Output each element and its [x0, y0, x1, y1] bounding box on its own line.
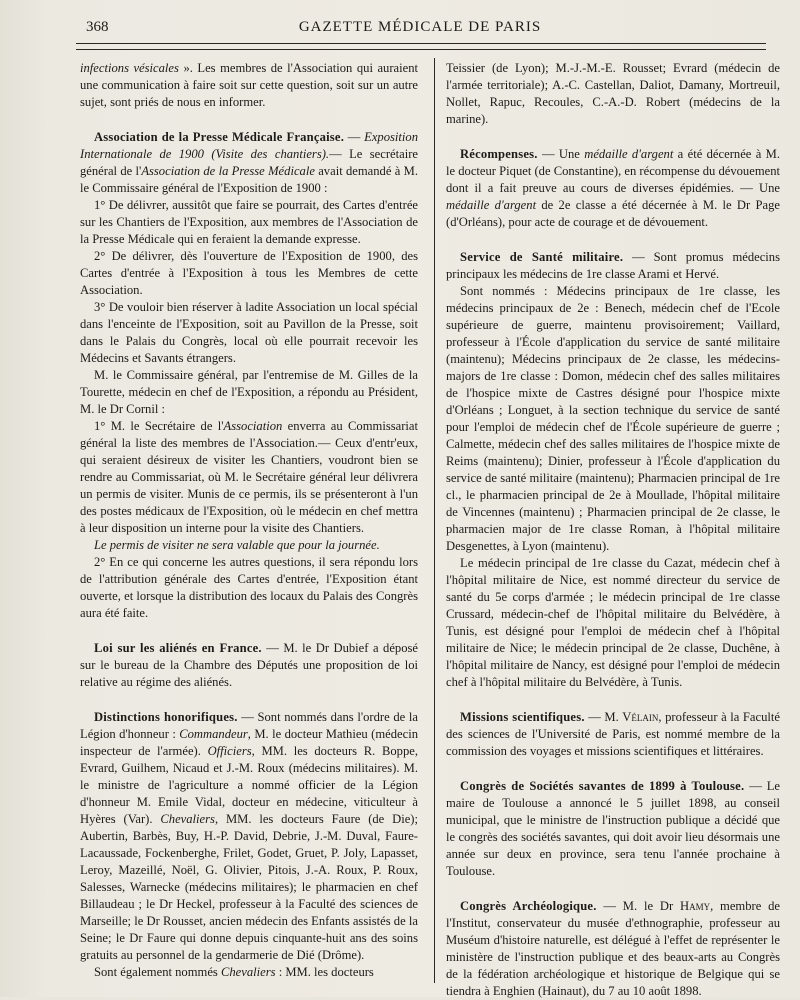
- sante-paragraph-3: Le médecin principal de 1re classe du Cazat, médecin chef à l'hôpital militaire de Nice, est nommé directeur du service de santé du 5e corps d'armée ; le médecin principal de 1re classe Crussard, médecin-chef de l'hôpital militaire du Belvédère, à Tunis, est désigné pour l'emploi de médecin chef à l'hôpital militaire de Nice; le médecin principal de 2e classe, Duchêne, à l'hôpital militaire de Nancy, est désigné pour l'emploi de médecin chef à l'hôpital militaire du Belvédère, à Tunis.: [446, 556, 780, 689]
- recompenses-heading: Récompenses.: [460, 147, 538, 161]
- missions-name: Vélain: [622, 710, 659, 724]
- distinctions-p2b: Chevaliers: [220, 965, 276, 979]
- presse-p6c: enverra au Commissariat général la liste des membres de l'Association.— Ceux d'entr'eux, qui seraient désireux de visiter les Chantiers, voudront bien se rendre au Commissariat, où M. le Secrétaire général leur délivrera un permis de visiter. Munis de ce permis, ils se présenteront à l'un des postes médicaux de l'Exposition, où le médecin en chef mettra à leur disposition un interne pour la visite des Chantiers.: [80, 419, 418, 535]
- recompenses-section: [446, 146, 780, 231]
- archeo-paragraph: [446, 898, 780, 1000]
- presse-dash: —: [344, 130, 365, 144]
- archeo-name: Hamy: [679, 899, 711, 913]
- congres-heading: Congrès de Sociétés savantes de 1899 à Toulouse.: [460, 779, 745, 793]
- intro-italic: infections vésicales: [80, 61, 179, 75]
- recompenses-i1: médaille d'argent: [584, 147, 674, 161]
- recompenses-i2: médaille d'argent: [446, 198, 537, 212]
- presse-p7: Le permis de visiter ne sera valable que pour la journée.: [94, 538, 380, 552]
- presse-section: [80, 129, 418, 622]
- presse-p6a: 1° M. le Secrétaire de l': [94, 419, 224, 433]
- right-column: [446, 60, 780, 1000]
- congres-section: [446, 778, 780, 880]
- presse-p1b: Association de la Presse Médicale: [141, 164, 315, 178]
- missions-section: [446, 709, 780, 760]
- presse-answer-1: [80, 418, 418, 537]
- sante-t1: — Sont promus médecins principaux les médecins de 1re classe Arami et Hervé.: [446, 250, 781, 281]
- presse-p1c: avait demandé à M. le Commissaire général de l'Exposition de 1900 :: [80, 164, 418, 195]
- alienes-heading: Loi sur les aliénés en France.: [94, 641, 262, 655]
- distinctions-i2: Officiers: [207, 744, 252, 758]
- archeo-t2: , membre de l'Institut, conservateur du musée d'ethnographie, professeur au Muséum d'histoire naturelle, est délégué à l'effet de représenter le ministère de l'instruction publique et des beaux-arts au Congrès de la fédération archéologique et historique de Belgique qui se tiendra à Enghien (Hainaut), du 7 au 10 août 1898.: [446, 899, 781, 998]
- distinctions-section: [80, 709, 418, 981]
- left-column: [80, 60, 418, 981]
- page-number: 368: [86, 19, 109, 35]
- recompenses-t1: — Une: [537, 147, 585, 161]
- continuation-paragraph: Teissier (de Lyon); M.-J.-M.-E. Rousset; Evrard (médecin de l'armée territoriale); A.-C. Castellan, Daliot, Damany, Mortreuil, Nollet, Rapuc, Recoules, C.-A.-D. Robert (médecins de la marine).: [446, 61, 780, 126]
- header-rule-thin: [76, 49, 766, 50]
- recompenses-t2: a été décernée à M. le docteur Piquet (de Constantine), en récompense du dévouement dont il a fait preuve au cours de diverses épidémies. — Une: [446, 147, 780, 195]
- recompenses-paragraph: [446, 146, 780, 231]
- distinctions-paragraph-2: [80, 964, 418, 981]
- presse-heading-paragraph: [80, 129, 418, 197]
- sante-paragraph-2: Sont nommés : Médecins principaux de 1re classe, les médecins principaux de 2e : Benech, médecin chef de l'Ecole supérieure de guerre, maintenu provisoirement; Vaillard, professeur à l'École d'application du service de santé militaire (maintenu); Médecins principaux de 2e classe, les médecins-majors de 1re classe : Domon, médecin chef des salles militaires de l'hospice mixte de Castres désigné pour l'hospice mixte d'Orléans ; Longuet, à la section technique du service de santé pour l'emploi de médecin chef de l'École supérieure de guerre ; Calmette, médecin chef des salles militaires de l'hospice mixte de Reims (maintenu); Dinier, professeur à l'École d'application du service de santé militaire (maintenu); Pharmacien principal de 1re cl., le pharmacien principal de 2e à Moullade, l'hôpital militaire de Vincennes (maintenu) ; Pharmacien principal de 2e classe, le pharmacien major de 1re classe Roman, à l'hôpital militaire Desgenettes, à Lyon (maintenu).: [446, 284, 780, 553]
- missions-t2: , professeur à la Faculté des sciences de l'Université de Paris, est nommé membre de la commission des voyages et missions scientifiques et littéraires.: [446, 710, 780, 758]
- congres-paragraph: [446, 778, 780, 880]
- alienes-section: [80, 640, 418, 691]
- archeo-heading: Congrès Archéologique.: [460, 899, 597, 913]
- alienes-text: — M. le Dr Dubief a déposé sur le bureau de la Chambre des Députés une proposition de loi relative au régime des aliénés.: [80, 641, 418, 689]
- presse-p1a: — Le secrétaire général de l': [80, 147, 418, 178]
- alienes-paragraph: [80, 640, 418, 691]
- distinctions-paragraph: [80, 709, 418, 964]
- congres-text: — Le maire de Toulouse a annoncé le 5 juillet 1898, au conseil municipal, que le ministre de l'instruction publique a décidé que le congrès des sociétés savantes, qui doit avoir lieu désormais une année sur deux en province, sera tenu l'année prochaine à Toulouse.: [446, 779, 780, 878]
- continuation-section: [446, 60, 780, 128]
- presse-heading: Association de la Presse Médicale Française.: [94, 130, 345, 144]
- presse-p6b: Association: [223, 419, 283, 433]
- header-rule-thick: [76, 43, 766, 44]
- distinctions-i1: Commandeur: [179, 727, 248, 741]
- missions-paragraph: [446, 709, 780, 760]
- column-divider: [434, 58, 435, 983]
- intro-paragraph: [80, 60, 418, 111]
- distinctions-p2a: Sont également nommés: [94, 965, 221, 979]
- presse-point-3: 3° De vouloir bien réserver à ladite Association un local spécial dans l'enceinte de l'Exposition, soit au Pavillon de la Presse, soit dans le Palais du Congrès, local où elle pourrait recevoir les Médecins et Savants étrangers.: [80, 300, 418, 365]
- sante-section: [446, 249, 780, 691]
- presse-point-2: 2° De délivrer, dès l'ouverture de l'Exposition de 1900, des Cartes d'entrée à l'Exposition à tous les Membres de cette Association.: [80, 249, 418, 297]
- intro-text: ». Les membres de l'Association qui auraient une communication à faire soit sur cette question, soit sur un autre sujet, sont priés de nous en informer.: [80, 61, 418, 109]
- distinctions-t4: , MM. les docteurs Faure (de Die); Aubertin, Barbès, Buy, H.-P. David, Debrie, J.-M. Duval, Faure-Lacaussade, Fockenberghe, Frilet, Godet, Gruet, P. Joly, Lapasset, Leroy, Mazeillé, Noël, G. Olivier, Pitois, J.-A. Roux, P. Roux, Salesses, Warnecke (médecins militaires); le pharmacien en chef Billaudeau ; le Dr Heckel, professeur à la Faculté des sciences de Marseille; le Dr Rousset, ancien médecin des Enfants assistés de la Seine; le Dr Faure qui donne depuis cinquante-huit ans des soins gratuits au personnel de la gendarmerie de Dié (Drôme).: [80, 812, 418, 962]
- presse-permit-note: [80, 537, 418, 554]
- sante-paragraph-1: [446, 249, 780, 283]
- presse-subtitle: Exposition Internationale de 1900 (Visite des chantiers).: [80, 130, 419, 161]
- journal-title: GAZETTE MÉDICALE DE PARIS: [298, 19, 542, 35]
- missions-heading: Missions scientifiques.: [460, 710, 585, 724]
- recompenses-t3: de 2e classe a été décernée à M. le Dr Page (d'Orléans), pour acte de courage et de dévouement.: [446, 198, 780, 229]
- missions-t1: — M.: [584, 710, 623, 724]
- sante-heading: Service de Santé militaire.: [460, 250, 624, 264]
- archeo-section: [446, 898, 780, 1000]
- archeo-t1: — M. le Dr: [596, 899, 680, 913]
- presse-answer-2: 2° En ce qui concerne les autres questions, il sera répondu lors de l'attribution générale des Cartes d'entrée, l'Exposition étant ouverte, et lorsque la distribution des locaux du Palais des Congrès aura été faite.: [80, 555, 418, 620]
- presse-response: M. le Commissaire général, par l'entremise de M. Gilles de la Tourette, médecin en chef de l'Exposition, a répondu au Président, M. le Dr Cornil :: [80, 368, 418, 416]
- distinctions-t3: , MM. les docteurs R. Boppe, Evrard, Guilhem, Nicaud et J.-M. Roux (médecins militaires). M. le ministre de l'agriculture a nommé officier de la Légion d'honneur M. Emile Vidal, docteur en médecine, viticulteur à Hyères (Var).: [80, 744, 418, 826]
- presse-point-1: 1° De délivrer, aussitôt que faire se pourrait, des Cartes d'entrée sur les Chantiers de l'Exposition, aux membres de l'Association de la Presse Médicale qui en feraient la demande expresse.: [80, 198, 418, 246]
- distinctions-t2: , M. le docteur Mathieu (médecin inspecteur de l'armée).: [80, 727, 418, 758]
- intro-section: [80, 60, 418, 111]
- distinctions-t1: — Sont nommés dans l'ordre de la Légion d'honneur :: [80, 710, 418, 741]
- page-header: [70, 18, 770, 42]
- distinctions-p2c: : MM. les docteurs: [275, 965, 374, 979]
- distinctions-i3: Chevaliers: [160, 812, 215, 826]
- distinctions-heading: Distinctions honorifiques.: [94, 710, 238, 724]
